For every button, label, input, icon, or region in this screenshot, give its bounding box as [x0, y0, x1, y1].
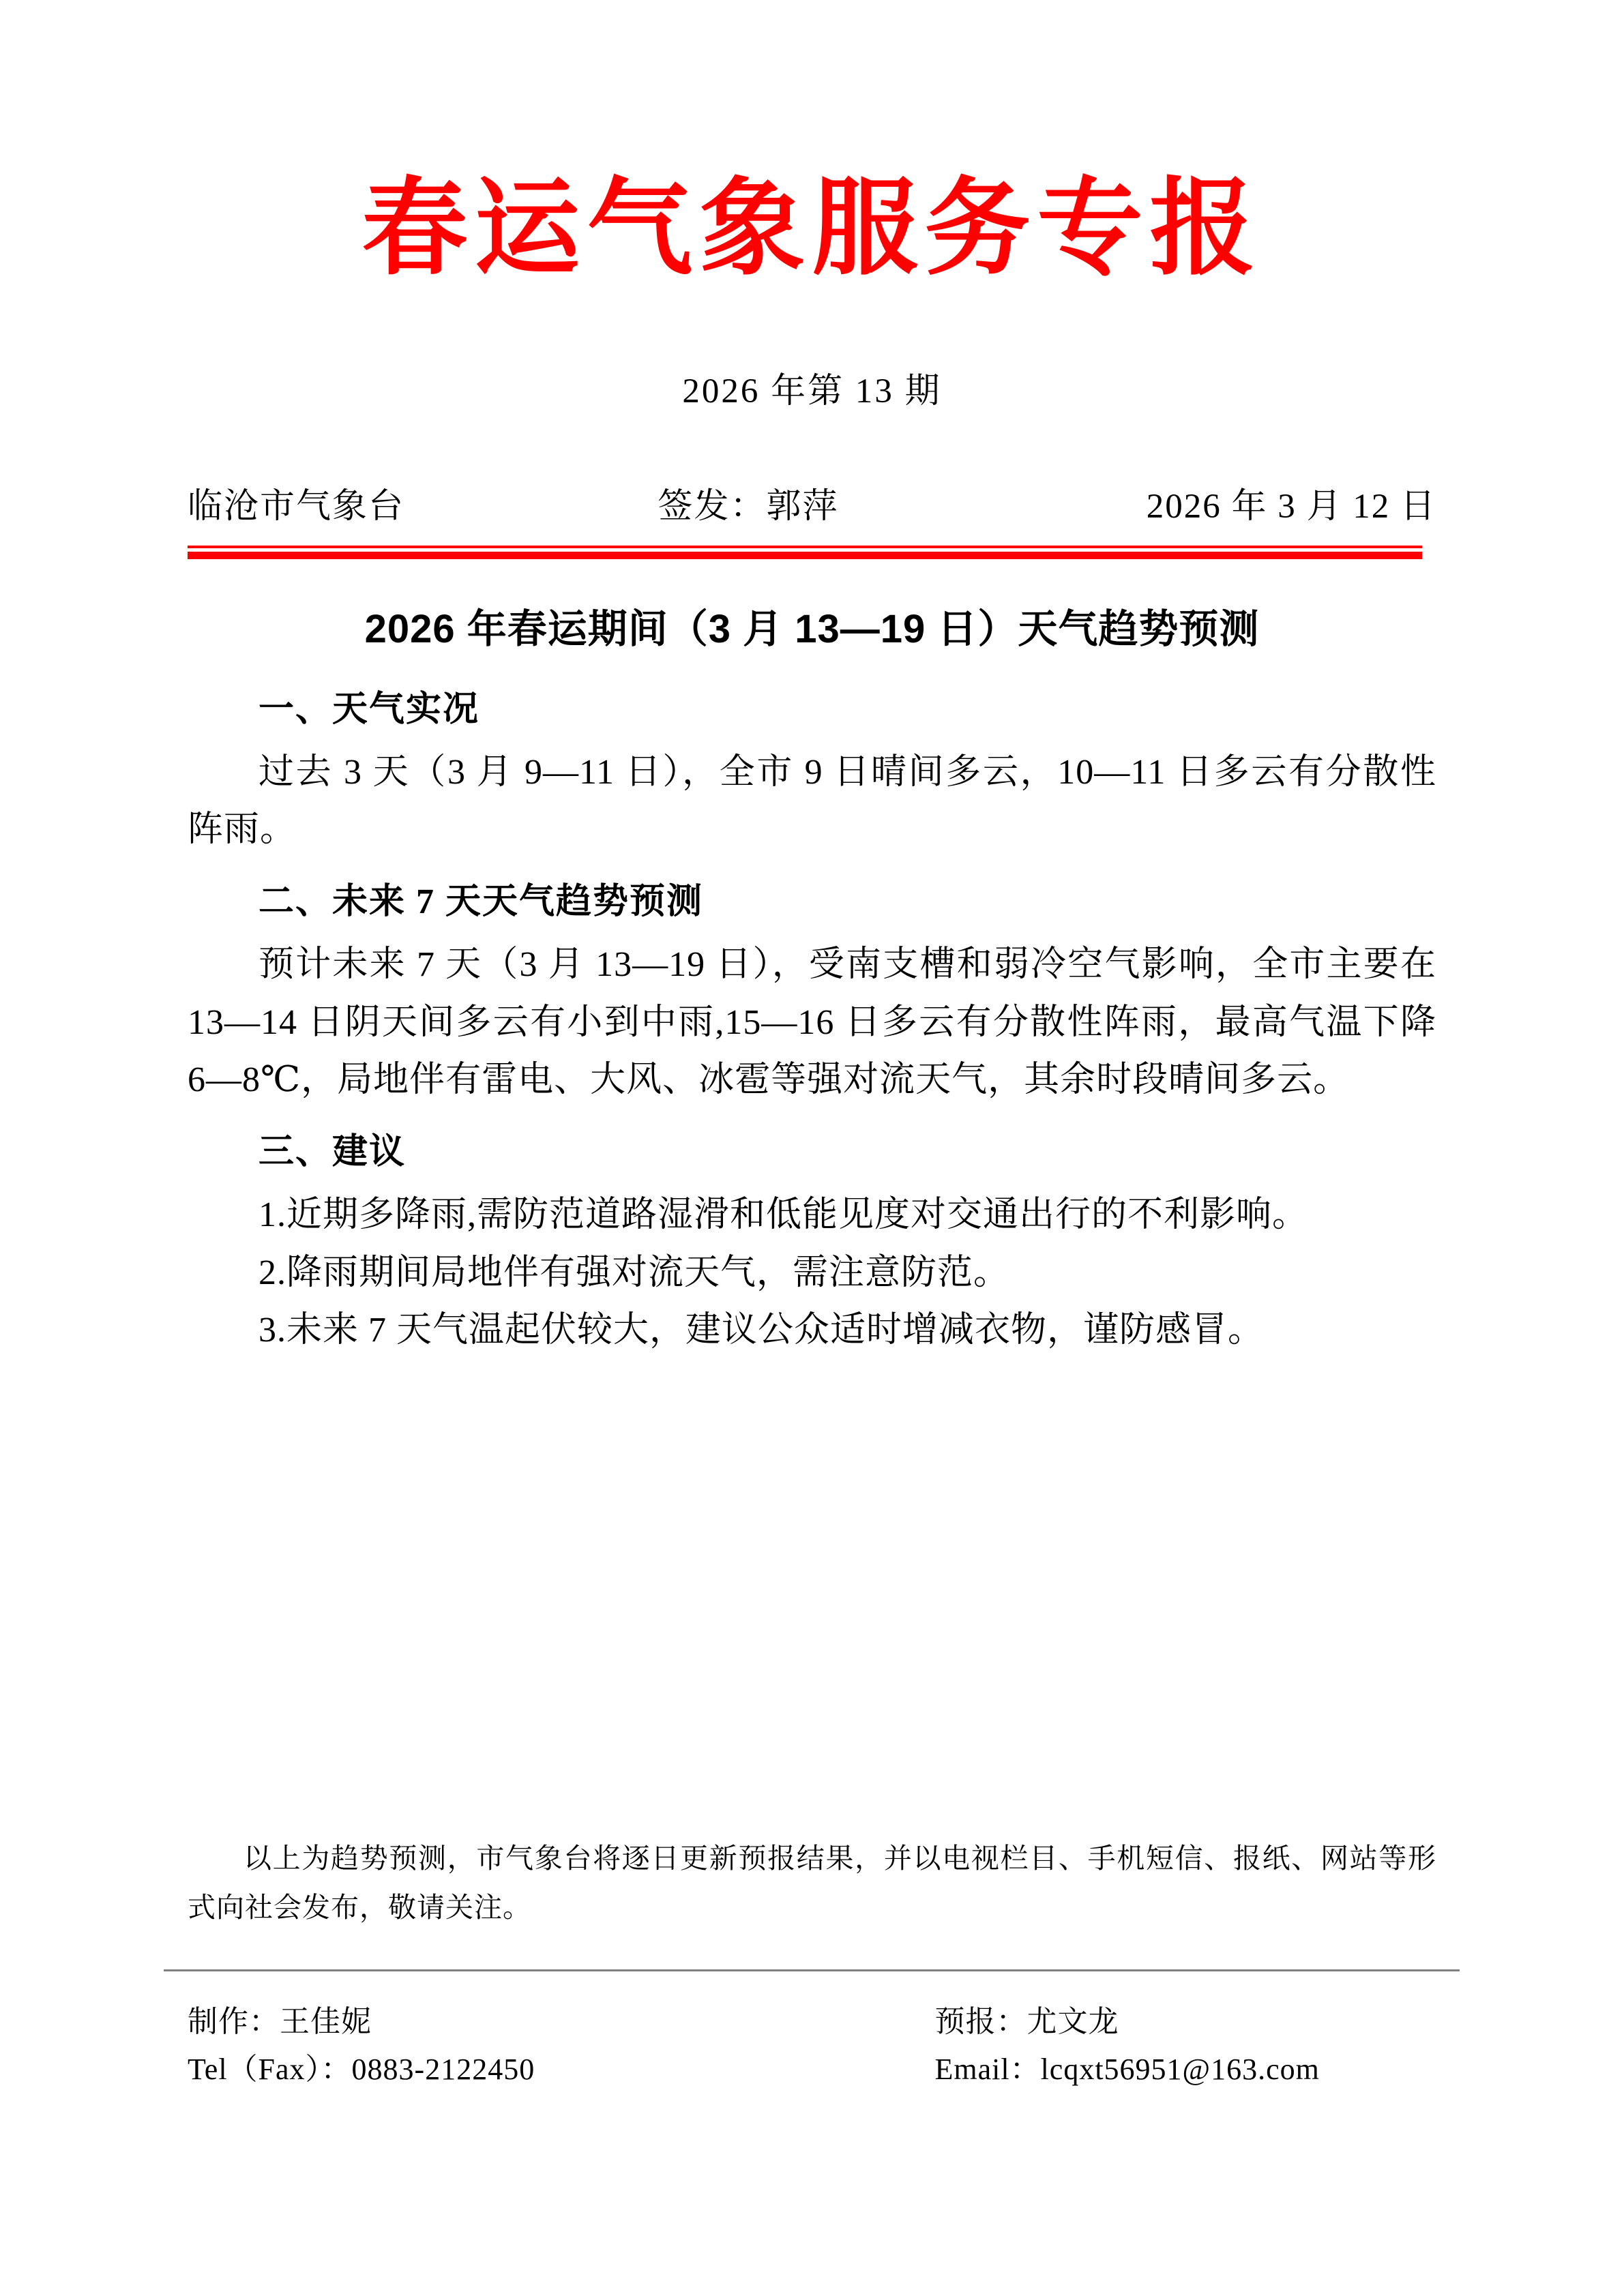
section-heading-weather-status: 一、天气实况	[259, 689, 480, 729]
section-heading-suggestions: 三、建议	[259, 1133, 407, 1172]
suggestion-item-3: 3.未来 7 天气温起伏较大，建议公众适时增减衣物，谨防感冒。	[259, 1310, 1265, 1350]
footer-note: 以上为趋势预测，市气象台将逐日更新预报结果，并以电视栏目、手机短信、报纸、网站等形式向社会发布，敬请关注。	[188, 1843, 1436, 1923]
issue-number: 2026 年第 13 期	[682, 372, 942, 411]
section-paragraph-forecast: 预计未来 7 天（3 月 13—19 日），受南支槽和弱冷空气影响，全市主要在 13—14 日阴天间多云有小到中雨,15—16 日多云有分散性阵雨，最高气温下降 6—8℃，局地伴有雷电、大风、冰雹等强对流天气，其余时段晴间多云。	[188, 945, 1436, 1099]
masthead-title: 春运气象服务专报	[361, 169, 1263, 287]
header-row	[188, 477, 1436, 528]
footer-divider	[164, 1969, 1460, 1971]
document-body	[188, 681, 1436, 1360]
document-title: 2026 年春运期间（3 月 13—19 日）天气趋势预测	[364, 606, 1260, 651]
masthead	[188, 0, 1436, 287]
issue-date: 2026 年 3 月 12 日	[1146, 487, 1436, 526]
red-double-rule	[188, 546, 1422, 559]
contact-column-right	[812, 1998, 1560, 2094]
signer: 签发：郭萍	[658, 487, 839, 526]
suggestion-item-2: 2.降雨期间局地伴有强对流天气，需注意防范。	[259, 1253, 1010, 1292]
section-paragraph-weather-status: 过去 3 天（3 月 9—11 日），全市 9 日晴间多云，10—11 日多云有分散性阵雨。	[188, 752, 1436, 849]
producer-name: 制作：王佳妮	[188, 2005, 372, 2038]
telephone-fax: Tel（Fax）：0883-2122450	[188, 2053, 535, 2087]
red-rule-thick-line	[188, 552, 1422, 559]
contact-block	[188, 1998, 1436, 2094]
issuing-unit: 临沧市气象台	[188, 487, 405, 526]
section-heading-forecast: 二、未来 7 天天气趋势预测	[259, 882, 704, 922]
email-address: Email：lcqxt56951@163.com	[934, 2053, 1320, 2087]
forecaster-name: 预报：尤文龙	[934, 2005, 1119, 2038]
contact-column-left	[188, 1998, 812, 2094]
suggestion-item-1: 1.近期多降雨,需防范道路湿滑和低能见度对交通出行的不利影响。	[259, 1195, 1309, 1235]
